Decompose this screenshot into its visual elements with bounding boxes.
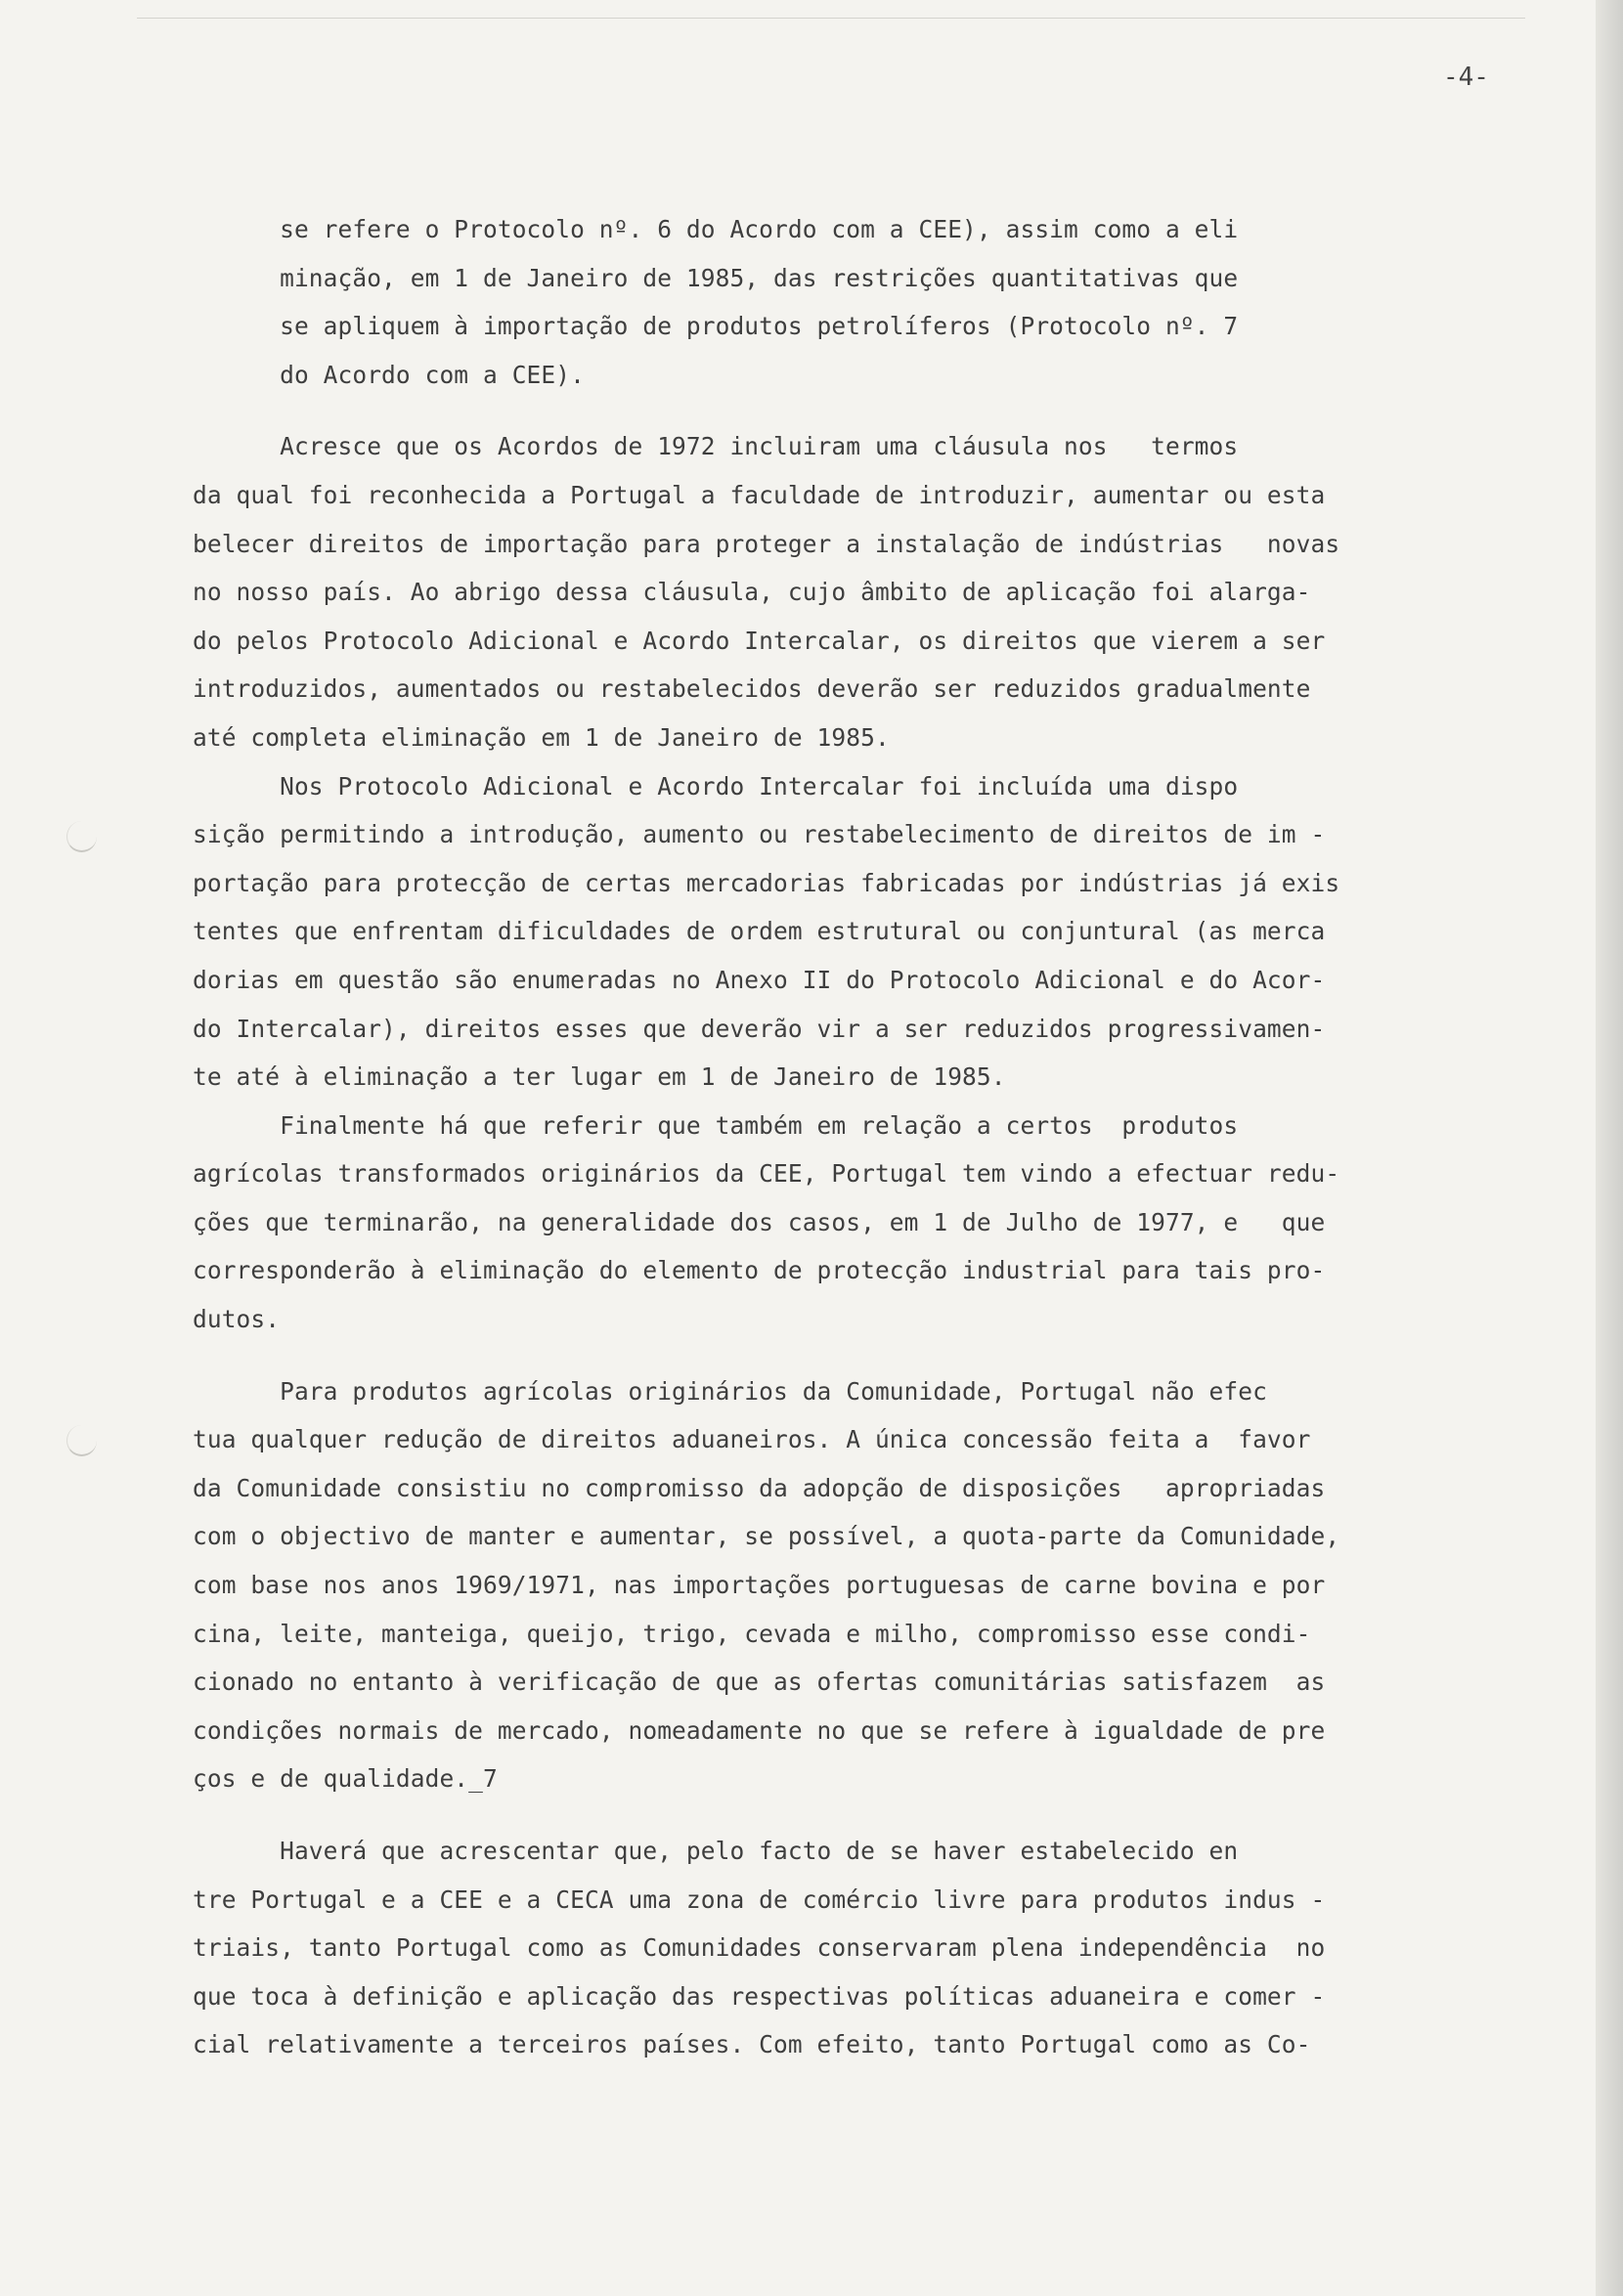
hole-punch-mark [66,1425,97,1456]
hole-punch-mark [66,821,97,852]
text-line: dorias em questão são enumeradas no Anexo II do Protocolo Adicional e do Acor- [193,965,1326,994]
page-number: -4- [1443,63,1489,92]
text-line: belecer direitos de importação para proteger a instalação de indústrias novas [193,529,1340,558]
text-line: triais, tanto Portugal como as Comunidades conservaram plena independência no [193,1933,1326,1963]
document-body [193,205,1493,2069]
text-line: condições normais de mercado, nomeadamente no que se refere à igualdade de pre [193,1715,1326,1745]
paragraph [193,422,1493,761]
text-line: Haverá que acrescentar que, pelo facto de se haver estabelecido en [193,1837,1239,1865]
text-line: tentes que enfrentam dificuldades de ordem estrutural ou conjuntural (as merca [193,917,1326,946]
text-line: introduzidos, aumentados ou restabelecidos deverão ser reduzidos gradualmente [193,674,1311,704]
text-line: ços e de qualidade._7 [193,1764,498,1794]
text-line: do Acordo com a CEE). [193,360,585,389]
text-line: agrícolas transformados originários da CEE, Portugal tem vindo a efectuar redu- [193,1159,1340,1189]
text-line: se refere o Protocolo nº. 6 do Acordo com a CEE), assim como a eli [193,215,1239,243]
text-line: minação, em 1 de Janeiro de 1985, das restrições quantitativas que [193,263,1239,292]
text-line: no nosso país. Ao abrigo dessa cláusula, cujo âmbito de aplicação foi alarga- [193,578,1311,607]
text-line: do Intercalar), direitos esses que deverão vir a ser reduzidos progressivamen- [193,1014,1326,1043]
text-line: corresponderão à eliminação do elemento de protecção industrial para tais pro- [193,1256,1326,1285]
text-line: te até à eliminação a ter lugar em 1 de Janeiro de 1985. [193,1062,1006,1092]
paragraph [193,762,1493,1102]
text-line: que toca à definição e aplicação das respectivas políticas aduaneira e comer - [193,1981,1326,2011]
text-line: sição permitindo a introdução, aumento ou restabelecimento de direitos de im - [193,820,1326,849]
text-line: Nos Protocolo Adicional e Acordo Intercalar foi incluída uma dispo [193,771,1239,801]
page-edge [1596,0,1623,2296]
text-line: até completa eliminação em 1 de Janeiro de 1985. [193,722,890,752]
text-line: do pelos Protocolo Adicional e Acordo Intercalar, os direitos que vierem a ser [193,626,1326,655]
text-line: dutos. [193,1305,281,1334]
text-line: Para produtos agrícolas originários da Comunidade, Portugal não efec [193,1376,1267,1406]
text-line: tua qualquer redução de direitos aduaneiros. A única concessão feita a favor [193,1425,1311,1454]
paragraph [193,1367,1493,1803]
paragraph [193,1102,1493,1344]
text-line: da Comunidade consistiu no compromisso da adopção de disposições apropriadas [193,1473,1326,1502]
text-line: cionado no entanto à verificação de que as ofertas comunitárias satisfazem as [193,1668,1326,1697]
paragraph [193,205,1493,399]
text-line: ções que terminarão, na generalidade dos casos, em 1 de Julho de 1977, e que [193,1207,1326,1236]
text-line: Acresce que os Acordos de 1972 incluiram uma cláusula nos termos [193,432,1239,461]
text-line: com base nos anos 1969/1971, nas importações portuguesas de carne bovina e por [193,1571,1326,1600]
text-line: se apliquem à importação de produtos petrolíferos (Protocolo nº. 7 [193,312,1239,341]
text-line: cial relativamente a terceiros países. Com efeito, tanto Portugal como as Co- [193,2030,1311,2059]
text-line: cina, leite, manteiga, queijo, trigo, cevada e milho, compromisso esse condi- [193,1619,1311,1648]
text-line: com o objectivo de manter e aumentar, se possível, a quota-parte da Comunidade, [193,1522,1340,1551]
paragraph [193,1827,1493,2069]
text-line: Finalmente há que referir que também em relação a certos produtos [193,1110,1239,1140]
text-line: portação para protecção de certas mercadorias fabricadas por indústrias já exis [193,868,1340,897]
text-line: da qual foi reconhecida a Portugal a faculdade de introduzir, aumentar ou esta [193,480,1326,509]
top-edge-line [137,18,1525,19]
text-line: tre Portugal e a CEE e a CECA uma zona de comércio livre para produtos indus - [193,1884,1326,1914]
